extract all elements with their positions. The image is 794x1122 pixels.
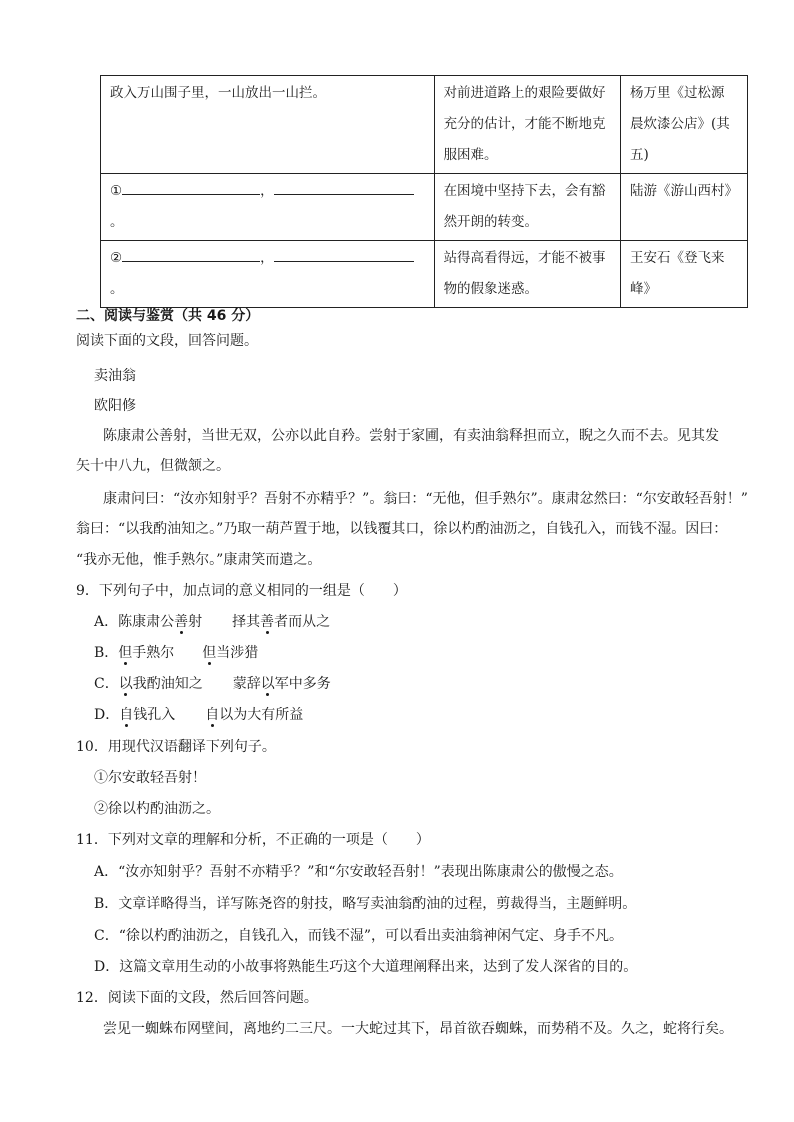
option-text: 军中多务: [274, 676, 331, 692]
source-line: 陆游《游山西村》: [629, 183, 738, 199]
answer-blank[interactable]: [274, 176, 414, 195]
q10-item: ①尔安敢轻吾射！: [94, 770, 206, 786]
meaning-line: 站得高看得远，才能不被事: [443, 250, 606, 266]
essay-paragraph-line: “我亦无他，惟手熟尔。”康肃笑而遣之。: [76, 552, 322, 568]
blank-marker: ②: [110, 250, 123, 266]
q11-option-d[interactable]: D．这篇文章用生动的小故事将熟能生巧这个大道理阐释出来，达到了发人深省的目的。: [94, 959, 638, 975]
table-row: [101, 241, 748, 308]
meaning-line: 然开朗的转变。: [443, 214, 539, 230]
option-text: 择其: [232, 614, 261, 630]
fill-blank-cell: [101, 241, 435, 308]
q10-item: ②徐以杓酌油沥之。: [94, 801, 220, 817]
verse-text: 政入万山围子里，一山放出一山拦。: [110, 85, 326, 101]
source-line: 晨炊漆公店》(其: [629, 116, 730, 132]
q12-text: 尝见一蜘蛛布网壁间，离地约二三尺。一大蛇过其下，昂首欲吞蜘蛛，而势稍不及。久之，蛇将行矣。: [103, 1021, 733, 1037]
source-cell: [620, 76, 747, 174]
meaning-line: 充分的估计，才能不断地克: [443, 116, 606, 132]
table-row: [101, 174, 748, 241]
blank-comma: ，: [260, 183, 274, 199]
option-text: 我酌油知之: [132, 676, 203, 692]
verse-cell: [101, 76, 435, 174]
essay-paragraph-line: 陈康肃公善射，当世无双，公亦以此自矜。尝射于家圃，有卖油翁释担而立，睨之久而不去。见其发: [103, 428, 719, 444]
dotted-word: 自: [205, 707, 220, 723]
source-line: 杨万里《过松源: [629, 85, 725, 101]
q11-option-a[interactable]: A．“汝亦知射乎？吾射不亦精乎？”和“尔安敢轻吾射！”表现出陈康肃公的傲慢之态。: [94, 864, 623, 880]
meaning-cell: [434, 76, 620, 174]
blank-marker: ①: [110, 183, 123, 199]
option-text: 射: [188, 614, 203, 630]
option-label: C．: [94, 676, 119, 692]
meaning-line: 物的假象迷惑。: [443, 281, 539, 297]
option-text: 钱孔入: [133, 707, 176, 723]
option-text: 当涉猎: [216, 645, 259, 661]
source-line: 峰》: [629, 281, 657, 297]
option-text: 陈康肃公: [118, 614, 175, 630]
question-12-stem: 12．阅读下面的文段，然后回答问题。: [76, 990, 318, 1006]
dotted-word: 善: [174, 614, 189, 630]
dotted-word: 但: [202, 645, 217, 661]
blank-comma: ，: [260, 250, 274, 266]
option-text: 者而从之: [274, 614, 331, 630]
meaning-cell: [434, 174, 620, 241]
q11-option-b[interactable]: B．文章详略得当，详写陈尧咨的射技，略写卖油翁酌油的过程，剪裁得当，主题鲜明。: [94, 896, 637, 912]
q9-option-b[interactable]: [94, 643, 258, 663]
answer-blank[interactable]: [122, 243, 260, 262]
q9-option-d[interactable]: [94, 705, 303, 725]
question-10-stem: 10．用现代汉语翻译下列句子。: [76, 739, 276, 755]
section-title: 二、阅读与鉴赏（共 46 分）: [76, 308, 260, 324]
meaning-line: 对前进道路上的艰险要做好: [443, 85, 606, 101]
q11-option-c[interactable]: C．“徐以杓酌油沥之，自钱孔入，而钱不湿”，可以看出卖油翁神闲气定、身手不凡。: [94, 928, 624, 944]
answer-blank[interactable]: [122, 176, 260, 195]
dotted-word: 善: [260, 614, 275, 630]
section-intro: 阅读下面的文段，回答问题。: [76, 333, 258, 349]
option-text: 蒙辞: [232, 676, 261, 692]
dotted-word: 但: [118, 645, 133, 661]
answer-blank[interactable]: [274, 243, 414, 262]
meaning-line: 服困难。: [443, 147, 498, 163]
meaning-cell: [434, 241, 620, 308]
essay-author: 欧阳修: [94, 398, 136, 414]
source-line: 王安石《登飞来: [629, 250, 725, 266]
q9-option-c[interactable]: [94, 674, 331, 694]
blank-period: 。: [110, 214, 124, 230]
q9-option-a[interactable]: [94, 612, 330, 632]
dotted-word: 以: [260, 676, 275, 692]
blank-period: 。: [110, 281, 124, 297]
source-cell: [620, 174, 747, 241]
source-line: 五): [629, 147, 649, 163]
essay-title: 卖油翁: [94, 368, 136, 384]
option-text: 手熟尔: [132, 645, 175, 661]
option-label: D．: [94, 707, 120, 723]
option-text: 以为大有所益: [219, 707, 304, 723]
option-label: B．: [94, 645, 119, 661]
question-11-stem: 11．下列对文章的理解和分析，不正确的一项是（ ）: [76, 832, 430, 848]
table-row: [101, 76, 748, 174]
dotted-word: 以: [118, 676, 133, 692]
source-cell: [620, 241, 747, 308]
essay-paragraph-line: 矢十中八九，但微颔之。: [76, 458, 230, 474]
verse-table: [100, 75, 748, 308]
essay-paragraph-line: 翁曰：“以我酌油知之。”乃取一葫芦置于地，以钱覆其口，徐以杓酌油沥之，自钱孔入，而钱不湿。因曰：: [76, 521, 728, 537]
question-9-stem: 9．下列句子中，加点词的意义相同的一组是（ ）: [76, 583, 407, 599]
fill-blank-cell: [101, 174, 435, 241]
option-label: A．: [94, 614, 119, 630]
meaning-line: 在困境中坚持下去，会有豁: [443, 183, 606, 199]
dotted-word: 自: [119, 707, 134, 723]
essay-paragraph-line: 康肃问曰：“汝亦知射乎？吾射不亦精乎？”。翁曰：“无他，但手熟尔”。康肃忿然曰：“尔安敢轻吾射！”: [103, 491, 748, 507]
